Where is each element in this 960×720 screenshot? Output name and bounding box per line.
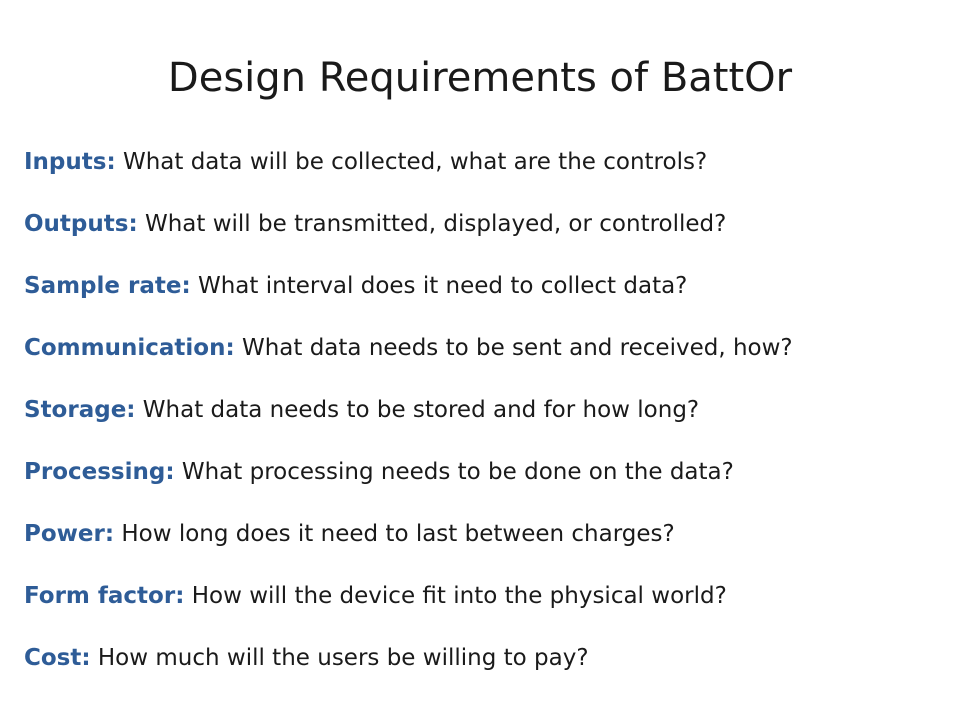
requirement-label: Cost: [24,645,91,671]
requirement-label: Communication: [24,335,235,361]
requirement-item [24,514,954,576]
requirement-label: Form factor: [24,583,185,609]
requirement-label: Storage: [24,397,136,423]
requirement-label: Sample rate: [24,273,191,299]
requirement-text: How will the device fit into the physical world? [184,583,727,609]
requirement-item [24,204,954,266]
requirement-text: What processing needs to be done on the data? [174,459,734,485]
requirement-label: Inputs: [24,149,116,175]
requirement-text: What will be transmitted, displayed, or controlled? [137,211,727,237]
requirement-text: What data needs to be stored and for how long? [135,397,700,423]
requirement-text: How much will the users be willing to pay? [90,645,589,671]
requirements-list [24,142,954,700]
requirement-item [24,638,954,700]
requirement-text: What data will be collected, what are the controls? [115,149,708,175]
requirement-item [24,390,954,452]
requirement-label: Processing: [24,459,175,485]
slide-title: Design Requirements of BattOr [167,55,793,101]
requirement-item [24,266,954,328]
requirement-item [24,328,954,390]
requirement-item [24,452,954,514]
requirement-text: What data needs to be sent and received, how? [234,335,793,361]
requirement-item [24,142,954,204]
requirement-text: What interval does it need to collect data? [190,273,688,299]
requirement-label: Power: [24,521,115,547]
requirement-text: How long does it need to last between charges? [114,521,675,547]
requirement-item [24,576,954,638]
requirement-label: Outputs: [24,211,138,237]
